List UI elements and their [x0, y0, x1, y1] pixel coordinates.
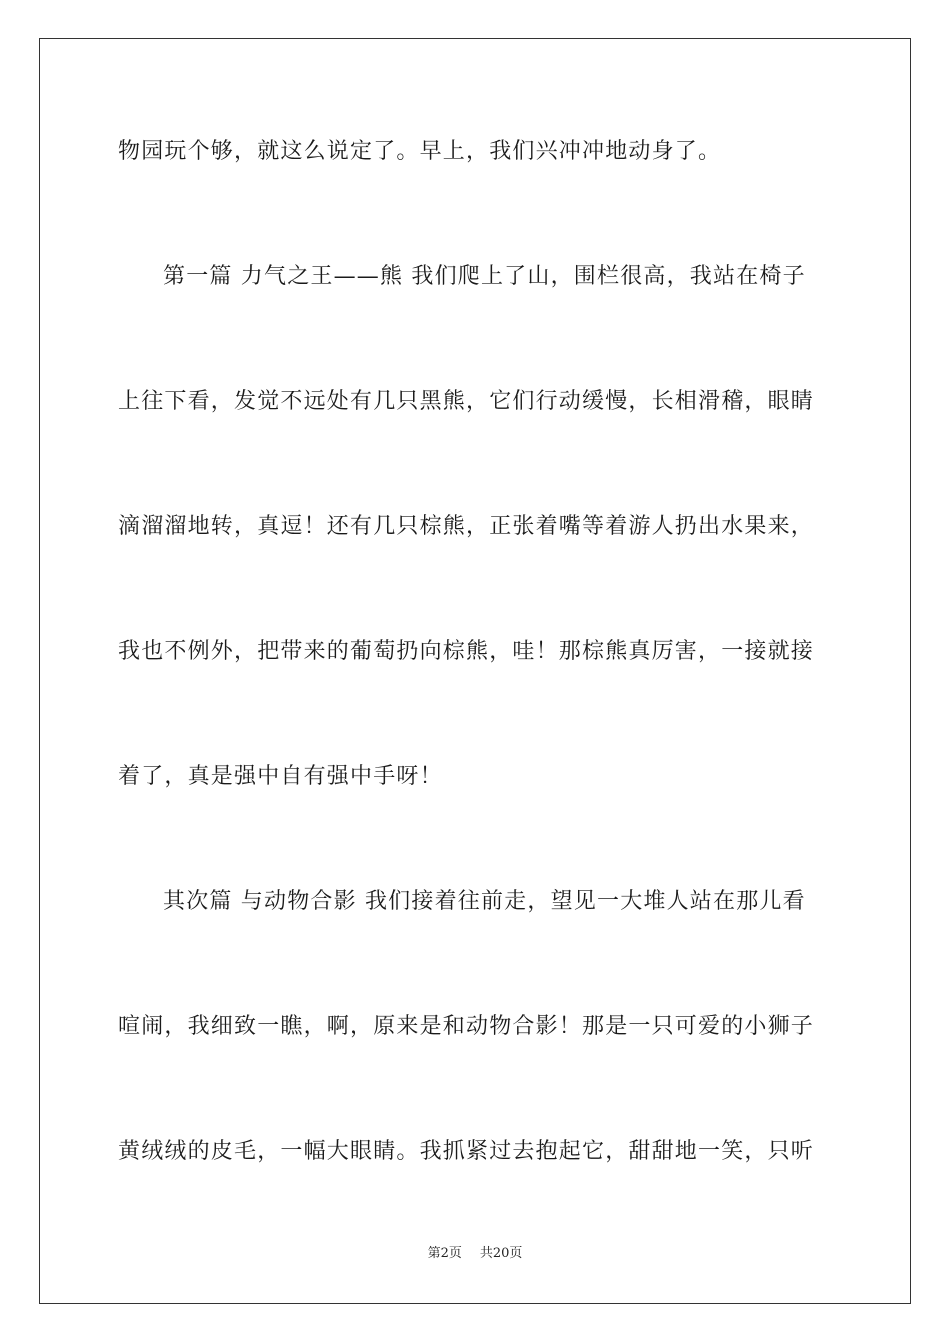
page-number: 第2页 [427, 1246, 462, 1261]
text-line: 我也不例外，把带来的葡萄扔向棕熊，哇！那棕熊真厉害，一接就接 [118, 639, 815, 664]
text-line-section-heading: 其次篇 与动物合影 我们接着往前走，望见一大堆人站在那儿看 [163, 889, 806, 914]
page-footer [0, 1245, 950, 1263]
text-line: 喧闹，我细致一瞧，啊，原来是和动物合影！那是一只可爱的小狮子 [118, 1014, 815, 1039]
text-line: 着了，真是强中自有强中手呀！ [118, 764, 443, 789]
page-frame [39, 38, 911, 1304]
text-line: 黄绒绒的皮毛，一幅大眼睛。我抓紧过去抱起它，甜甜地一笑，只听 [118, 1139, 815, 1164]
page-total: 共20页 [479, 1246, 523, 1261]
text-line: 物园玩个够，就这么说定了。早上，我们兴冲冲地动身了。 [118, 139, 722, 164]
text-line: 滴溜溜地转，真逗！还有几只棕熊，正张着嘴等着游人扔出水果来， [118, 514, 815, 539]
text-line: 上往下看，发觉不远处有几只黑熊，它们行动缓慢，长相滑稽，眼睛 [118, 389, 815, 414]
text-line-section-heading: 第一篇 力气之王——熊 我们爬上了山，围栏很高，我站在椅子 [163, 264, 806, 289]
